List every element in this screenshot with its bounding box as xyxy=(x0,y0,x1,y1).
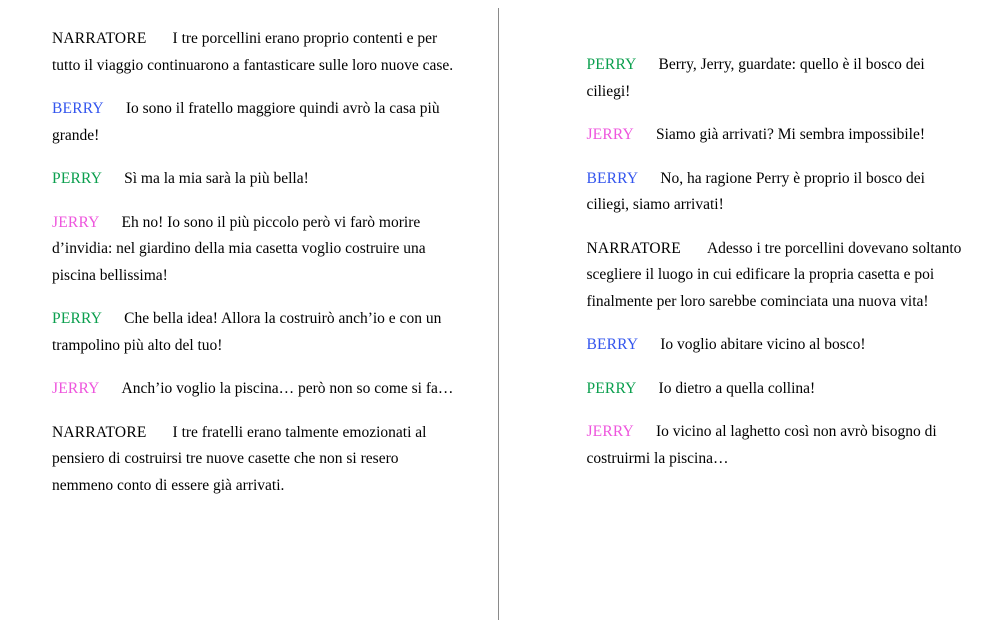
dialogue-text: Io voglio abitare vicino al bosco! xyxy=(660,336,866,353)
dialogue-line xyxy=(22,210,462,290)
dialogue-text: Siamo già arrivati? Mi sembra impossibile! xyxy=(655,126,925,143)
dialogue-line xyxy=(556,236,963,316)
dialogue-line xyxy=(556,122,963,149)
dialogue-text: Adesso i tre porcellini dovevano soltanto scegliere il luogo in cui edificare la propria casetta e poi finalmente per loro sarebbe cominciata una nuova vita! xyxy=(586,239,962,310)
speaker-label: BERRY xyxy=(52,100,104,117)
left-column xyxy=(0,0,496,628)
speaker-label: PERRY xyxy=(52,170,103,187)
dialogue-line xyxy=(556,52,963,105)
dialogue-text: Che bella idea! Allora la costruirò anch’io e con un trampolino più alto del tuo! xyxy=(52,310,442,354)
dialogue-line xyxy=(556,166,963,219)
dialogue-text: I tre porcellini erano proprio contenti e per tutto il viaggio continuarono a fantasticare sulle loro nuove case. xyxy=(52,30,454,74)
dialogue-line xyxy=(22,420,462,500)
dialogue-text: Io sono il fratello maggiore quindi avrò la casa più grande! xyxy=(52,100,440,144)
dialogue-line xyxy=(22,306,462,359)
column-divider xyxy=(498,8,499,620)
speaker-label: PERRY xyxy=(586,56,637,73)
speaker-label: PERRY xyxy=(52,310,103,327)
speaker-label: BERRY xyxy=(586,336,639,353)
dialogue-text: I tre fratelli erano talmente emozionati al pensiero di costruirsi tre nuove casette che non si resero nemmeno conto di essere già arrivati. xyxy=(52,423,427,494)
dialogue-line xyxy=(22,26,462,79)
speaker-label: JERRY xyxy=(52,380,100,397)
dialogue-line xyxy=(556,419,963,472)
dialogue-text: Berry, Jerry, guardate: quello è il bosco dei ciliegi! xyxy=(586,56,925,100)
speaker-label: NARRATORE xyxy=(52,423,147,441)
right-column xyxy=(496,0,993,628)
dialogue-line xyxy=(556,332,963,359)
dialogue-line xyxy=(22,376,462,403)
dialogue-line xyxy=(22,96,462,149)
speaker-label: NARRATORE xyxy=(586,239,681,257)
dialogue-text: No, ha ragione Perry è proprio il bosco dei ciliegi, siamo arrivati! xyxy=(586,169,925,213)
speaker-label: JERRY xyxy=(586,126,634,143)
dialogue-text: Sì ma la mia sarà la più bella! xyxy=(124,170,309,187)
dialogue-line xyxy=(556,376,963,403)
speaker-label: JERRY xyxy=(52,213,100,231)
dialogue-text: Io vicino al laghetto così non avrò bisogno di costruirmi la piscina… xyxy=(586,423,937,467)
speaker-label: BERRY xyxy=(586,169,639,187)
dialogue-text: Anch’io voglio la piscina… però non so come si fa… xyxy=(121,380,454,397)
dialogue-text: Eh no! Io sono il più piccolo però vi farò morire d’invidia: nel giardino della mia casetta voglio costruire una piscina bellissima! xyxy=(52,213,426,284)
speaker-label: PERRY xyxy=(586,379,637,397)
dialogue-text: Io dietro a quella collina! xyxy=(658,379,816,397)
dialogue-line xyxy=(22,166,462,193)
speaker-label: JERRY xyxy=(586,423,634,440)
speaker-label: NARRATORE xyxy=(52,30,147,47)
